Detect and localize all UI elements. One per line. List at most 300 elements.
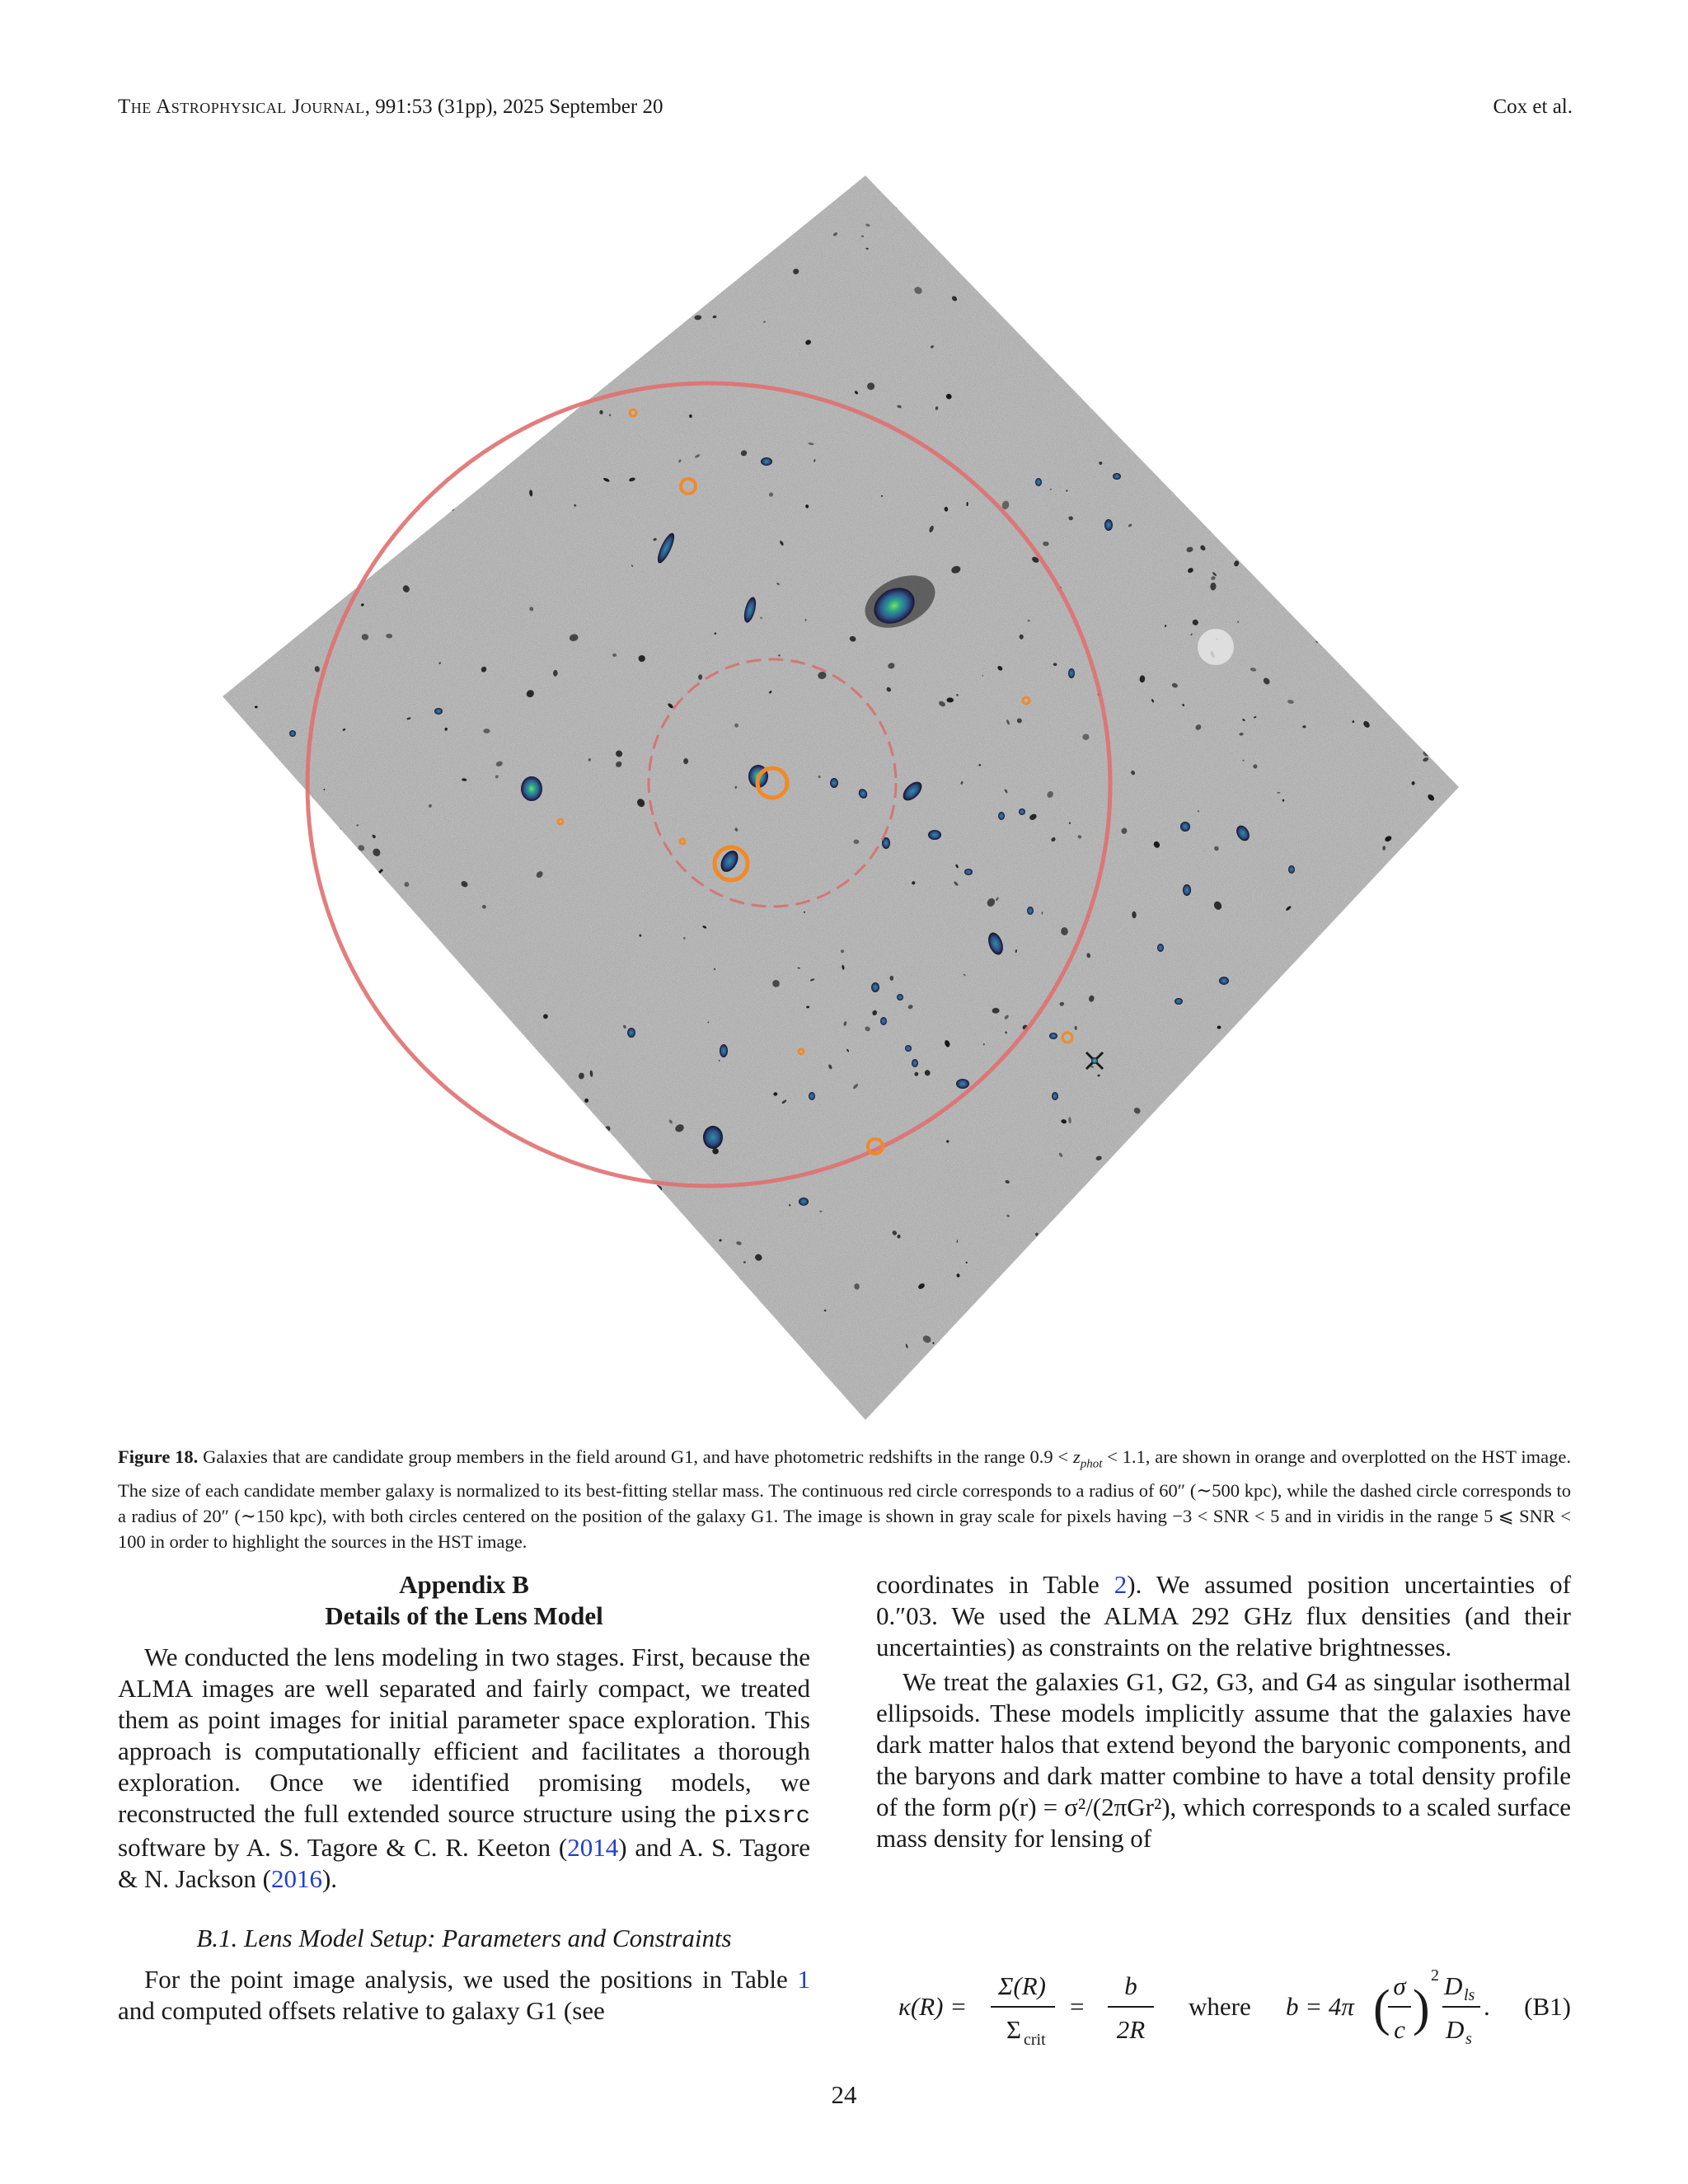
faint-galaxy: [425, 1088, 430, 1093]
faint-galaxy: [997, 1296, 1001, 1299]
running-authors: Cox et al.: [1493, 96, 1573, 118]
faint-galaxy: [253, 934, 260, 942]
faint-galaxy: [434, 377, 437, 381]
table-link-1[interactable]: 1: [797, 1965, 810, 1994]
left-column: [118, 1569, 810, 2027]
faint-galaxy: [1260, 205, 1264, 211]
faint-galaxy: [786, 221, 797, 232]
right-para1-text-a: coordinates in Table: [876, 1570, 1114, 1599]
faint-galaxy: [304, 1108, 307, 1112]
faint-galaxy: [442, 1120, 446, 1124]
eq-num1: Σ(R): [997, 1971, 1047, 2000]
faint-galaxy: [568, 1221, 571, 1225]
faint-galaxy: [1121, 1392, 1124, 1395]
faint-galaxy: [1252, 382, 1256, 387]
faint-galaxy: [692, 1335, 700, 1343]
faint-galaxy: [302, 976, 309, 982]
faint-galaxy: [687, 1284, 697, 1293]
faint-galaxy: [342, 1342, 345, 1344]
faint-galaxy: [640, 194, 644, 198]
faint-galaxy: [774, 1366, 778, 1373]
faint-galaxy: [449, 982, 456, 989]
faint-galaxy: [230, 345, 236, 351]
faint-galaxy: [1236, 1343, 1240, 1347]
faint-galaxy: [266, 1058, 275, 1066]
faint-galaxy: [237, 1080, 245, 1088]
faint-galaxy: [1449, 879, 1456, 884]
faint-galaxy: [331, 832, 332, 834]
para2-text-b: and computed offsets relative to galaxy G1 (see: [118, 1996, 605, 2025]
faint-galaxy: [1167, 336, 1172, 341]
eq-paren-right: ): [1413, 1980, 1430, 2036]
faint-galaxy: [1393, 1244, 1395, 1245]
faint-galaxy: [455, 221, 465, 229]
faint-galaxy: [1343, 933, 1345, 935]
faint-galaxy: [632, 350, 640, 359]
faint-galaxy: [573, 1270, 579, 1274]
faint-galaxy: [975, 263, 982, 271]
faint-galaxy: [540, 1083, 544, 1087]
faint-galaxy: [1334, 396, 1339, 402]
noise-texture: [214, 169, 1475, 1430]
faint-galaxy: [973, 185, 982, 193]
faint-galaxy: [1304, 1297, 1310, 1305]
faint-galaxy: [1319, 977, 1322, 981]
faint-galaxy: [1100, 1333, 1107, 1341]
faint-galaxy: [448, 289, 452, 293]
faint-galaxy: [1292, 1376, 1298, 1383]
faint-galaxy: [434, 1123, 438, 1127]
faint-galaxy: [824, 185, 831, 190]
faint-galaxy: [1056, 347, 1062, 354]
faint-galaxy: [1300, 1221, 1302, 1224]
pixsrc-code: pixsrc: [724, 1802, 810, 1830]
faint-galaxy: [1246, 1193, 1253, 1198]
faint-galaxy: [1287, 588, 1289, 590]
faint-galaxy: [1386, 416, 1390, 422]
eq-den3-sub: s: [1465, 2030, 1472, 2048]
citation-link-2014[interactable]: 2014: [567, 1833, 619, 1862]
faint-galaxy: [623, 1235, 632, 1244]
faint-galaxy: [1295, 1282, 1298, 1286]
faint-galaxy: [1404, 1299, 1409, 1303]
caption-label: Figure 18.: [118, 1446, 199, 1467]
faint-galaxy: [588, 1354, 597, 1361]
faint-galaxy: [377, 1209, 379, 1212]
faint-galaxy: [332, 888, 337, 892]
faint-galaxy: [1362, 196, 1371, 204]
faint-galaxy: [598, 295, 602, 299]
faint-galaxy: [1385, 378, 1386, 380]
eq-power: 2: [1431, 1966, 1439, 1985]
faint-galaxy: [476, 335, 481, 340]
right-column: [876, 1569, 1571, 1854]
faint-galaxy: [1353, 293, 1359, 298]
faint-galaxy: [239, 578, 245, 585]
faint-galaxy: [699, 1243, 702, 1245]
faint-galaxy: [276, 1139, 279, 1142]
faint-galaxy: [442, 360, 444, 362]
faint-galaxy: [1142, 228, 1145, 231]
caption-text-part1: Galaxies that are candidate group members in the field around G1, and have photometric redshifts in the range 0.9 <: [198, 1446, 1073, 1467]
appendix-title: Appendix B: [399, 1570, 529, 1599]
faint-galaxy: [1221, 1249, 1226, 1254]
faint-galaxy: [374, 1283, 377, 1284]
faint-galaxy: [781, 1353, 786, 1357]
faint-galaxy: [1194, 250, 1199, 254]
faint-galaxy: [1029, 251, 1036, 257]
faint-galaxy: [639, 655, 645, 662]
faint-galaxy: [1108, 1349, 1114, 1355]
faint-galaxy: [640, 222, 645, 225]
caption-z: z: [1072, 1446, 1081, 1467]
faint-galaxy: [485, 1343, 491, 1349]
section-paragraph-1: [118, 1964, 810, 2027]
faint-galaxy: [392, 1008, 403, 1019]
faint-galaxy: [516, 1364, 523, 1370]
faint-galaxy: [497, 1240, 502, 1245]
faint-galaxy: [501, 213, 511, 223]
faint-galaxy: [364, 935, 372, 942]
faint-galaxy: [1264, 1084, 1267, 1087]
faint-galaxy: [304, 458, 312, 467]
faint-galaxy: [335, 864, 340, 869]
faint-galaxy: [1404, 312, 1411, 321]
para1-text-d: ).: [321, 1864, 338, 1893]
faint-galaxy: [357, 183, 364, 192]
faint-galaxy: [760, 617, 762, 619]
faint-galaxy: [1282, 433, 1284, 435]
faint-galaxy: [245, 350, 249, 354]
faint-galaxy: [1238, 323, 1243, 329]
faint-galaxy: [1244, 299, 1255, 310]
faint-galaxy: [1156, 1300, 1160, 1305]
faint-galaxy: [580, 1191, 588, 1200]
page-number: 24: [831, 2080, 857, 2109]
faint-galaxy: [322, 1162, 328, 1168]
faint-galaxy: [396, 310, 399, 312]
faint-galaxy: [345, 888, 353, 894]
faint-galaxy: [1422, 941, 1426, 944]
faint-galaxy: [455, 368, 462, 375]
faint-galaxy: [386, 954, 390, 958]
faint-galaxy: [274, 1145, 276, 1147]
faint-galaxy: [898, 1399, 905, 1406]
eq-den3: D: [1446, 2015, 1465, 2044]
faint-galaxy: [331, 1228, 340, 1235]
faint-galaxy: [1378, 1122, 1385, 1129]
faint-galaxy: [499, 1043, 504, 1050]
faint-galaxy: [1344, 586, 1348, 589]
faint-galaxy: [252, 542, 258, 547]
faint-galaxy: [321, 1265, 325, 1269]
faint-galaxy: [1330, 444, 1338, 452]
faint-galaxy: [355, 941, 359, 945]
faint-galaxy: [438, 506, 441, 509]
faint-galaxy: [1167, 1218, 1170, 1221]
faint-galaxy: [1017, 240, 1024, 245]
faint-galaxy: [370, 1244, 376, 1248]
faint-galaxy: [1183, 1127, 1190, 1135]
faint-galaxy: [365, 227, 370, 232]
faint-galaxy: [1149, 261, 1153, 265]
faint-galaxy: [1375, 1151, 1383, 1159]
faint-galaxy: [1317, 1093, 1322, 1099]
para1-text-b: software by A. S. Tagore & C. R. Keeton (: [118, 1833, 568, 1862]
faint-galaxy: [1247, 1271, 1254, 1277]
running-header: [118, 96, 663, 119]
faint-galaxy: [286, 624, 292, 628]
faint-galaxy: [951, 198, 957, 204]
faint-galaxy: [1421, 1011, 1426, 1016]
faint-galaxy: [1349, 455, 1358, 464]
faint-galaxy: [1129, 187, 1136, 194]
faint-galaxy: [1379, 534, 1390, 543]
faint-galaxy: [1357, 557, 1368, 569]
faint-galaxy: [281, 410, 284, 413]
faint-galaxy: [1362, 455, 1366, 460]
faint-galaxy: [396, 219, 404, 229]
faint-galaxy: [1414, 1319, 1419, 1324]
faint-galaxy: [987, 202, 996, 211]
para1-text-c: ) and A. S. Tagore & N. Jackson (: [118, 1833, 810, 1893]
faint-galaxy: [1142, 1354, 1146, 1357]
faint-galaxy: [1137, 205, 1148, 217]
faint-galaxy: [1188, 235, 1191, 241]
equation-svg: [898, 1957, 1571, 2056]
faint-galaxy: [1188, 1153, 1195, 1157]
faint-galaxy: [1130, 291, 1133, 295]
faint-galaxy: [683, 1244, 686, 1246]
faint-galaxy: [651, 192, 658, 198]
faint-galaxy: [373, 370, 382, 377]
faint-galaxy: [1414, 903, 1418, 907]
faint-galaxy: [1284, 358, 1289, 363]
faint-galaxy: [1372, 1346, 1376, 1349]
faint-galaxy: [537, 346, 542, 352]
faint-galaxy: [1395, 1100, 1400, 1104]
faint-galaxy: [317, 378, 325, 385]
faint-galaxy: [332, 263, 340, 270]
faint-galaxy: [625, 238, 631, 244]
eq-den1: Σ: [1006, 2015, 1022, 2044]
faint-galaxy: [441, 1005, 446, 1009]
faint-galaxy: [1175, 1357, 1184, 1366]
faint-galaxy: [666, 1392, 669, 1394]
faint-galaxy: [1348, 1214, 1357, 1223]
faint-galaxy: [1260, 1389, 1265, 1394]
saturated-artifact: [1198, 629, 1234, 665]
faint-galaxy: [890, 976, 894, 981]
faint-galaxy: [594, 1282, 598, 1286]
faint-galaxy: [239, 560, 246, 568]
faint-galaxy: [1337, 328, 1339, 331]
faint-galaxy: [288, 1394, 294, 1398]
faint-galaxy: [1067, 343, 1071, 349]
faint-galaxy: [609, 1240, 613, 1244]
faint-galaxy: [1326, 1290, 1329, 1292]
faint-galaxy: [1084, 232, 1087, 235]
faint-galaxy: [1332, 282, 1339, 289]
faint-galaxy: [720, 1284, 724, 1289]
faint-galaxy: [1414, 1083, 1425, 1094]
para2-text-a: For the point image analysis, we used the positions in Table: [144, 1965, 798, 1994]
eq-den2: 2R: [1116, 2015, 1146, 2044]
faint-galaxy: [349, 384, 360, 396]
faint-galaxy: [1373, 592, 1376, 595]
faint-galaxy: [401, 1310, 408, 1315]
faint-galaxy: [1327, 1052, 1329, 1055]
faint-galaxy: [1365, 975, 1367, 977]
faint-galaxy: [1317, 516, 1320, 518]
faint-galaxy: [1236, 396, 1238, 399]
faint-galaxy: [659, 330, 662, 333]
faint-galaxy: [1379, 1143, 1381, 1146]
faint-galaxy: [1211, 1186, 1216, 1192]
faint-galaxy: [1311, 191, 1319, 198]
faint-galaxy: [1435, 978, 1440, 985]
faint-galaxy: [257, 1305, 266, 1315]
faint-galaxy: [1107, 246, 1113, 251]
faint-galaxy: [235, 205, 238, 209]
faint-galaxy: [1048, 314, 1052, 316]
faint-galaxy: [1427, 223, 1432, 227]
journal-name: The Astrophysical Journal: [118, 96, 365, 118]
faint-galaxy: [1358, 622, 1361, 625]
faint-galaxy: [1025, 1328, 1029, 1331]
appendix-paragraph-1: [118, 1642, 810, 1895]
faint-galaxy: [1391, 1224, 1399, 1231]
faint-galaxy: [596, 1236, 600, 1240]
faint-galaxy: [1217, 1232, 1224, 1240]
faint-galaxy: [363, 1163, 371, 1168]
right-paragraph-1: [876, 1569, 1571, 1663]
caption-z-subscript: phot: [1080, 1457, 1103, 1471]
faint-galaxy: [1454, 387, 1463, 396]
faint-galaxy: [1320, 996, 1325, 1000]
faint-galaxy: [1123, 350, 1125, 353]
faint-galaxy: [376, 333, 385, 341]
eq-num3: D: [1444, 1971, 1463, 2000]
faint-galaxy: [373, 1242, 381, 1250]
faint-galaxy: [1314, 988, 1318, 992]
faint-galaxy: [1207, 1328, 1213, 1334]
faint-galaxy: [265, 1078, 275, 1089]
faint-galaxy: [1185, 1127, 1193, 1134]
faint-galaxy: [271, 1078, 279, 1085]
faint-galaxy: [341, 1230, 345, 1233]
faint-galaxy: [1429, 459, 1434, 462]
figure-caption: [118, 1444, 1571, 1554]
faint-galaxy: [1167, 195, 1178, 206]
faint-galaxy: [1198, 345, 1203, 351]
faint-galaxy: [1158, 1252, 1162, 1256]
hst-field-figure: [214, 169, 1475, 1430]
faint-galaxy: [1030, 277, 1037, 284]
faint-galaxy: [603, 1155, 611, 1164]
faint-galaxy: [1413, 846, 1417, 850]
eq-c: c: [1394, 2015, 1405, 2044]
faint-galaxy: [302, 1264, 303, 1266]
faint-galaxy: [362, 634, 368, 640]
faint-galaxy: [438, 1266, 448, 1274]
faint-galaxy: [342, 407, 345, 410]
faint-galaxy: [631, 326, 640, 335]
faint-galaxy: [1118, 287, 1125, 293]
faint-galaxy: [1203, 419, 1208, 424]
faint-galaxy: [644, 278, 649, 284]
faint-galaxy: [607, 1349, 610, 1352]
eq-num3-sub: ls: [1464, 1986, 1475, 2004]
faint-galaxy: [542, 1368, 551, 1376]
faint-galaxy: [232, 993, 234, 996]
faint-galaxy: [686, 1310, 690, 1315]
right-para1-text-b: ). We assumed position uncertainties of 0.″03. We used the ALMA 292 GHz flux densities (and their uncertainties) as constraints on the relative brightnesses.: [876, 1570, 1571, 1661]
right-paragraph-2: We treat the galaxies G1, G2, G3, and G4 as singular isothermal ellipsoids. These models implicitly assume that the galaxies have dark matter halos that extend beyond the baryonic components, and the baryons and dark matter combine to have a total density profile of the form ρ(r) = σ²/(2πGr²), which corresponds to a scaled surface mass density for lensing of: [876, 1667, 1571, 1853]
faint-galaxy: [233, 824, 236, 827]
eq-label: (B1): [1524, 1992, 1571, 2021]
faint-galaxy: [682, 234, 691, 242]
eq-den1-sub: crit: [1024, 2031, 1046, 2049]
faint-galaxy: [537, 1259, 546, 1267]
faint-galaxy: [1116, 232, 1123, 239]
faint-galaxy: [1442, 318, 1445, 321]
eq-sigma: σ: [1393, 1971, 1406, 2000]
faint-galaxy: [1418, 1360, 1427, 1368]
faint-galaxy: [978, 237, 985, 245]
faint-galaxy: [335, 1332, 338, 1334]
faint-galaxy: [1244, 1253, 1247, 1256]
faint-galaxy: [1015, 1401, 1019, 1405]
faint-galaxy: [1296, 1303, 1299, 1307]
faint-galaxy: [1232, 293, 1236, 298]
faint-galaxy: [1404, 954, 1407, 957]
faint-galaxy: [1221, 336, 1223, 340]
faint-galaxy: [1338, 1158, 1341, 1163]
faint-galaxy: [1053, 1376, 1059, 1383]
faint-galaxy: [1353, 1364, 1361, 1372]
faint-galaxy: [405, 1202, 407, 1205]
faint-galaxy: [1362, 249, 1371, 257]
table-link-2[interactable]: 2: [1114, 1570, 1128, 1599]
eq-lhs: κ(R) =: [898, 1992, 968, 2021]
faint-galaxy: [1268, 462, 1272, 466]
faint-galaxy: [1050, 1282, 1055, 1287]
faint-galaxy: [1011, 1347, 1020, 1355]
faint-galaxy: [1431, 1109, 1433, 1111]
faint-galaxy: [1099, 379, 1101, 382]
hst-image-svg: [214, 169, 1475, 1430]
faint-galaxy: [1395, 1196, 1401, 1201]
faint-galaxy: [788, 1382, 794, 1390]
faint-galaxy: [320, 434, 326, 441]
equation-b1: [898, 1957, 1571, 2056]
faint-galaxy: [481, 1364, 484, 1366]
faint-galaxy: [397, 1007, 401, 1011]
faint-galaxy: [1175, 222, 1178, 225]
faint-galaxy: [1397, 612, 1403, 617]
faint-galaxy: [1409, 307, 1414, 311]
faint-galaxy: [280, 524, 284, 528]
faint-galaxy: [1350, 1221, 1355, 1226]
citation-link-2016[interactable]: 2016: [270, 1864, 322, 1893]
faint-galaxy: [1326, 982, 1331, 987]
faint-galaxy: [298, 844, 306, 852]
appendix-subtitle: Details of the Lens Model: [325, 1601, 603, 1630]
eq-equals: =: [1070, 1992, 1085, 2021]
faint-galaxy: [457, 1328, 462, 1333]
caption-text-part2: < 1.1, are shown in orange and overplotted on the HST image. The size of each candidate member galaxy is normalized to its best-fitting stellar mass. The continuous red circle corresponds to a radius of 60″ (∼500 kpc), while the dashed circle corresponds to a radius of 20″ (∼150 kpc), with both circles centered on the position of the galaxy G1. The image is shown in gray scale for pixels having −3 < SNR < 5 and in viridis in the range 5 ⩽ SNR < 100 in order to highlight the sources in the HST image.: [118, 1446, 1572, 1552]
